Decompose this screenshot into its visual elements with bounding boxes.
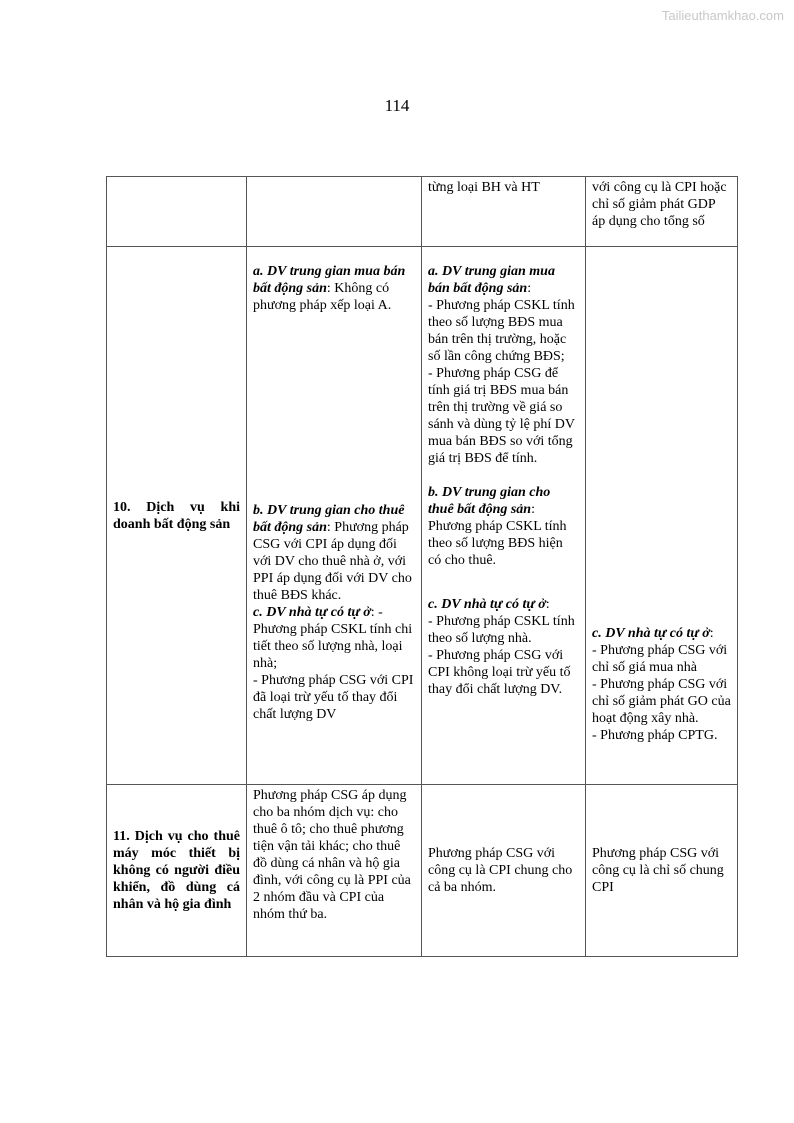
- watermark: Tailieuthamkhao.com: [661, 8, 784, 23]
- heading-c: c. DV nhà tự có tự ở: [592, 626, 710, 641]
- heading-c: c. DV nhà tự có tự ở: [253, 605, 371, 620]
- text-c1: : - Phương pháp CSKL tính chi tiết theo số lượng nhà, loại nhà;: [253, 605, 413, 671]
- text-c2: - Phương pháp CSG với CPI đã loại trừ yếu tố thay đổi chất lượng DV: [253, 673, 414, 722]
- page-number: 114: [384, 96, 410, 115]
- row-11-title: 11. Dịch vụ cho thuê máy móc thiết bị không có người điều khiển, đồ dùng cá nhân và hộ gia đình: [107, 785, 247, 957]
- text-b: : Phương pháp CSG với CPI áp dụng đối với DV cho thuê nhà ở, với PPI áp dụng đối với DV cho thuê BĐS khác.: [253, 520, 412, 603]
- row-10-title: 10. Dịch vụ khi doanh bất động sản: [107, 247, 247, 785]
- section-a: [253, 263, 415, 314]
- text-a: : Không có phương pháp xếp loại A.: [253, 281, 392, 313]
- text-c3: - Phương pháp CPTG.: [592, 728, 718, 743]
- row-11-col3: Phương pháp CSG với công cụ là CPI chung cho cả ba nhóm.: [422, 785, 586, 957]
- colon-c: :: [709, 626, 714, 641]
- colon-a: :: [527, 281, 532, 296]
- table-row-11: [107, 785, 738, 957]
- table-row-10: [107, 247, 738, 785]
- heading-b: b. DV trung gian cho thuê bất động sản: [253, 503, 405, 535]
- section-c: [253, 604, 415, 723]
- colon-b: :: [531, 502, 535, 517]
- row-10-col2: [247, 247, 422, 785]
- row-11-col4: Phương pháp CSG với công cụ là chỉ số chung CPI: [586, 785, 738, 957]
- cell-method-b: từng loại BH và HT: [422, 177, 586, 247]
- text-c1: - Phương pháp CSKL tính theo số lượng nhà.: [428, 614, 575, 646]
- cell-row-title: [107, 177, 247, 247]
- heading-c: c. DV nhà tự có tự ở: [428, 597, 546, 612]
- cell-method-a: [247, 177, 422, 247]
- row-11-col2: Phương pháp CSG áp dụng cho ba nhóm dịch vụ: cho thuê ô tô; cho thuê phương tiện vận tải khác; cho thuê đồ dùng cá nhân và hộ gia đình, với công cụ là PPI của 2 nhóm đầu và CPI của nhóm thứ ba.: [247, 785, 422, 957]
- methods-table: [106, 176, 738, 957]
- row-10-col3: [422, 247, 586, 785]
- text-a2: - Phương pháp CSG để tính giá trị BĐS mua bán trên thị trường về giá so sánh và dùng tỷ lệ phí DV mua bán BĐS so với tổng giá trị BĐS để tính.: [428, 366, 575, 466]
- text-c2: - Phương pháp CSG với CPI không loại trừ yếu tố thay đổi chất lượng DV.: [428, 648, 571, 697]
- heading-b: b. DV trung gian cho thuê bất động sản: [428, 485, 551, 517]
- row-10-col4: [586, 247, 738, 785]
- text-c1: - Phương pháp CSG với chỉ số giá mua nhà: [592, 643, 728, 675]
- table-row-continuation: [107, 177, 738, 247]
- colon-c: :: [545, 597, 550, 612]
- section-b: [253, 502, 415, 604]
- text-c2: - Phương pháp CSG với chỉ số giảm phát GO của hoạt động xây nhà.: [592, 677, 731, 726]
- section-b: [428, 484, 579, 569]
- text-b1: Phương pháp CSKL tính theo số lượng BĐS hiện có cho thuê.: [428, 519, 567, 568]
- section-c: [428, 596, 579, 698]
- heading-a: a. DV trung gian mua bán bất động sản: [253, 264, 406, 296]
- heading-a: a. DV trung gian mua bán bất động sản: [428, 264, 555, 296]
- text-a1: - Phương pháp CSKL tính theo số lượng BĐS mua bán trên thị trường, hoặc số lần công chứng BĐS;: [428, 298, 575, 364]
- section-a: [428, 263, 579, 467]
- cell-method-c: với công cụ là CPI hoặc chỉ số giảm phát GDP áp dụng cho tổng số: [586, 177, 738, 247]
- section-c: [592, 625, 731, 744]
